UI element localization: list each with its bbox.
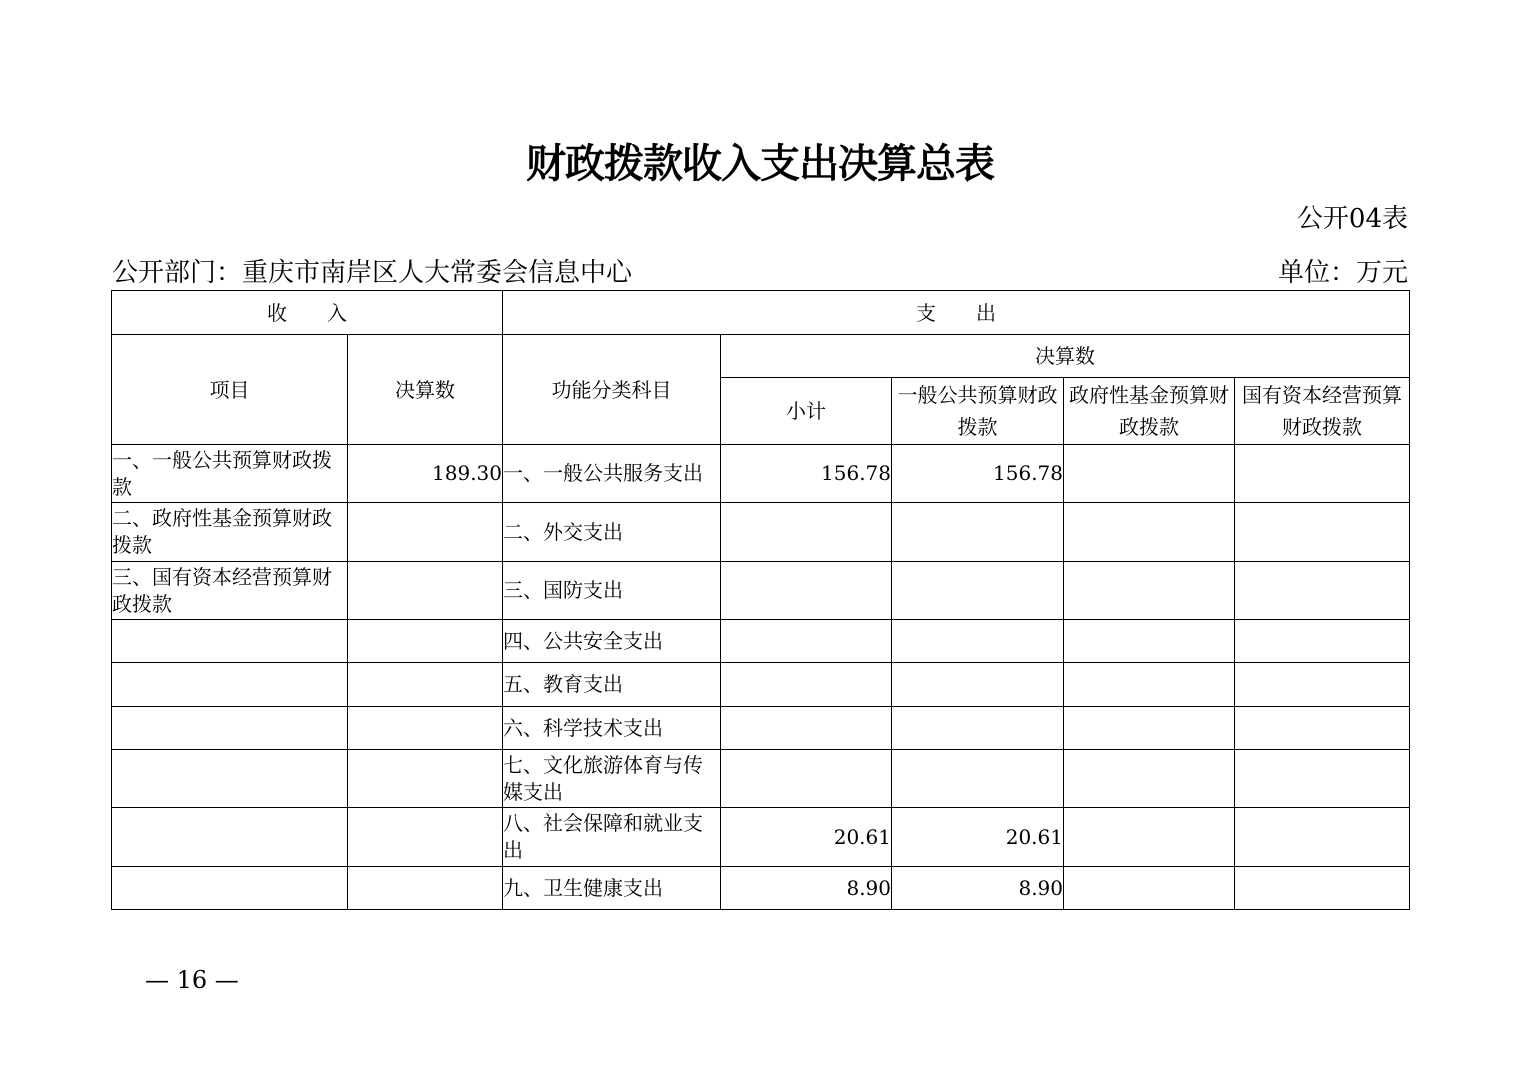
general-cell [892,562,1064,620]
subtotal-cell: 8.90 [721,867,892,910]
general-cell: 156.78 [892,445,1064,503]
page-title: 财政拨款收入支出决算总表 [526,140,994,187]
income-amount [348,562,503,620]
income-header: 收 入 [112,291,503,335]
subtotal-cell: 156.78 [721,445,892,503]
fund-cell [1064,620,1235,663]
income-amount [348,808,503,867]
subtotal-cell [721,562,892,620]
general-budget-header: 一般公共预算财政拨款 [892,378,1064,445]
expense-item: 八、社会保障和就业支出 [503,808,721,867]
subtotal-cell [721,620,892,663]
capital-cell [1235,503,1410,562]
general-cell: 8.90 [892,867,1064,910]
table-row [112,663,1410,707]
expense-item: 三、国防支出 [503,562,721,620]
capital-cell [1235,445,1410,503]
table-row [112,503,1410,562]
expense-item: 四、公共安全支出 [503,620,721,663]
income-item [112,808,348,867]
budget-table [111,290,1410,910]
table-row [112,808,1410,867]
subtotal-header: 小计 [721,378,892,445]
fund-cell [1064,562,1235,620]
capital-cell [1235,750,1410,808]
capital-cell [1235,620,1410,663]
final-amount-header: 决算数 [721,335,1410,378]
table-row [112,750,1410,808]
item-header: 项目 [112,335,348,445]
capital-cell [1235,707,1410,750]
capital-cell [1235,808,1410,867]
fund-cell [1064,867,1235,910]
expense-item: 六、科学技术支出 [503,707,721,750]
capital-cell [1235,867,1410,910]
income-amount [348,620,503,663]
table-row [112,867,1410,910]
table-row [112,707,1410,750]
table-row [112,445,1410,503]
unit-label: 单位：万元 [1277,258,1408,288]
subtotal-cell: 20.61 [721,808,892,867]
subtotal-cell [721,750,892,808]
func-category-header: 功能分类科目 [503,335,721,445]
capital-cell [1235,562,1410,620]
general-cell [892,620,1064,663]
expense-item: 九、卫生健康支出 [503,867,721,910]
expense-item: 五、教育支出 [503,663,721,707]
general-cell [892,707,1064,750]
capital-cell [1235,663,1410,707]
subtotal-cell [721,707,892,750]
income-amount [348,503,503,562]
fund-cell [1064,663,1235,707]
form-number: 公开04表 [1296,204,1408,234]
general-cell [892,503,1064,562]
income-item: 一、一般公共预算财政拨款 [112,445,348,503]
general-cell [892,750,1064,808]
fund-cell [1064,445,1235,503]
fund-cell [1064,707,1235,750]
income-amount [348,750,503,808]
expense-header: 支 出 [503,291,1410,335]
income-item [112,663,348,707]
state-capital-header: 国有资本经营预算财政拨款 [1235,378,1410,445]
income-item: 三、国有资本经营预算财政拨款 [112,562,348,620]
income-amount [348,867,503,910]
expense-item: 七、文化旅游体育与传媒支出 [503,750,721,808]
subtotal-cell [721,663,892,707]
department-label: 公开部门： [112,258,243,288]
fund-cell [1064,750,1235,808]
income-item [112,707,348,750]
income-item [112,750,348,808]
gov-fund-header: 政府性基金预算财政拨款 [1064,378,1235,445]
table-row [112,620,1410,663]
amount-header: 决算数 [348,335,503,445]
income-amount [348,663,503,707]
subtotal-cell [721,503,892,562]
general-cell: 20.61 [892,808,1064,867]
department-line [112,252,632,289]
income-amount: 189.30 [348,445,503,503]
fund-cell [1064,503,1235,562]
fund-cell [1064,808,1235,867]
income-amount [348,707,503,750]
income-item [112,620,348,663]
income-item [112,867,348,910]
table-row [112,562,1410,620]
general-cell [892,663,1064,707]
income-item: 二、政府性基金预算财政拨款 [112,503,348,562]
page-number: — 16 — [145,966,239,994]
expense-item: 一、一般公共服务支出 [503,445,721,503]
department-name: 重庆市南岸区人大常委会信息中心 [242,258,633,288]
expense-item: 二、外交支出 [503,503,721,562]
